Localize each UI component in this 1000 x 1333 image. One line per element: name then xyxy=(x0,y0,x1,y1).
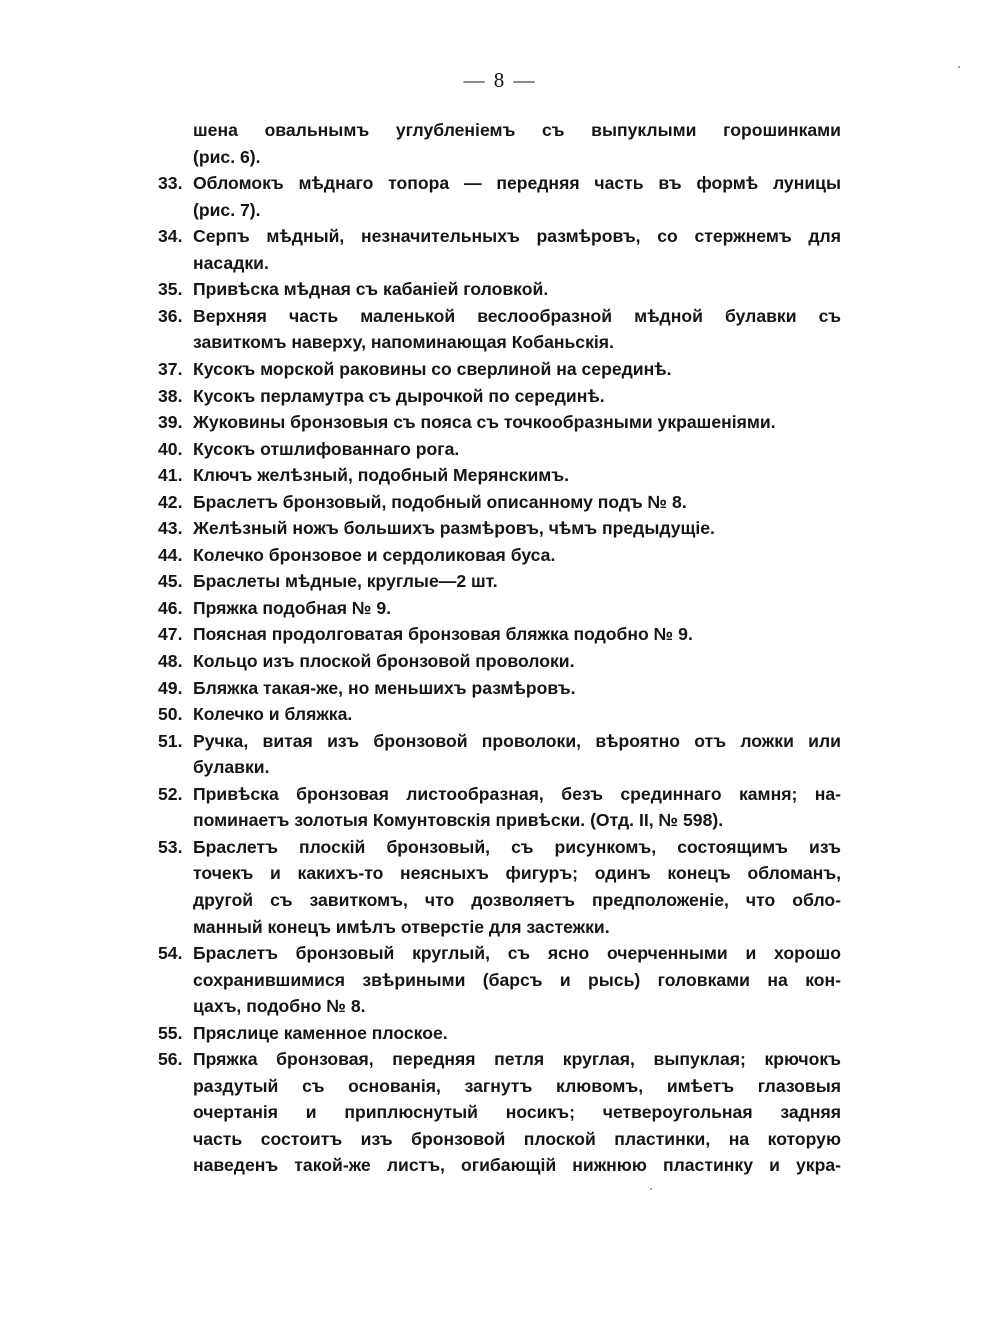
item-number: 43. xyxy=(158,518,183,539)
text-line: точекъ и какихъ-то неясныхъ фигуръ; одинъ конецъ обломанъ, xyxy=(193,863,841,884)
item-number: 53. xyxy=(158,836,183,857)
text-line: Бляжка такая-же, но меньшихъ размѣровъ. xyxy=(193,677,576,698)
text-line: шена овальнымъ углубленіемъ съ выпуклыми горошинками xyxy=(193,120,841,140)
item-number: 51. xyxy=(158,730,183,751)
text-line: Привѣска мѣдная съ кабаніей головкой. xyxy=(193,279,549,300)
text-line: очертанія и приплюснутый носикъ; четвероугольная задняя xyxy=(193,1102,841,1123)
text-line: насадки. xyxy=(193,252,269,273)
text-line: часть состоитъ изъ бронзовой плоской пластинки, на которую xyxy=(193,1128,841,1149)
text-line: раздутый съ основанія, загнутъ клювомъ, имѣетъ глазовыя xyxy=(193,1075,841,1096)
text-line: сохранившимися звѣриными (барсъ и рысь) головками на кон- xyxy=(193,969,841,990)
item-number: 48. xyxy=(158,651,183,671)
item-number: 44. xyxy=(158,544,183,565)
text-line: булавки. xyxy=(193,757,270,778)
scan-speck xyxy=(958,66,960,68)
text-line: Верхняя часть маленькой веслообразной мѣдной булавки съ xyxy=(193,305,841,326)
item-number: 33. xyxy=(158,173,183,194)
text-line: Кусокъ морской раковины со сверлиной на серединѣ. xyxy=(193,358,672,379)
text-line: Колечко и бляжка. xyxy=(193,704,353,725)
text-line: манный конецъ имѣлъ отверстіе для застежки. xyxy=(193,916,610,937)
text-line: Ключъ желѣзный, подобный Мерянскимъ. xyxy=(193,465,570,486)
item-number: 47. xyxy=(158,624,183,645)
text-line: Ручка, витая изъ бронзовой проволоки, вѣроятно отъ ложки или xyxy=(193,730,841,751)
item-number: 35. xyxy=(158,279,183,300)
item-number: 38. xyxy=(158,385,183,406)
text-line: Поясная продолговатая бронзовая бляжка подобно № 9. xyxy=(193,624,693,645)
text-line: Привѣска бронзовая листообразная, безъ срединнаго камня; на- xyxy=(193,783,841,804)
text-line: Кольцо изъ плоской бронзовой проволоки. xyxy=(193,651,575,671)
item-number: 54. xyxy=(158,943,183,964)
text-line: Жуковины бронзовыя съ пояса съ точкообразными украшеніями. xyxy=(193,412,776,433)
page-number: — 8 — xyxy=(463,68,537,92)
text-line: цахъ, подобно № 8. xyxy=(193,996,366,1017)
item-number: 45. xyxy=(158,571,183,592)
item-number: 46. xyxy=(158,597,183,618)
item-number: 39. xyxy=(158,412,183,433)
item-number: 37. xyxy=(158,358,183,379)
text-line: завиткомъ наверху, напоминающая Кобаньскія. xyxy=(193,332,614,353)
text-line: Обломокъ мѣднаго топора — передняя часть въ формѣ луницы xyxy=(193,173,841,194)
text-line: другой съ завиткомъ, что дозволяетъ предположеніе, что обло- xyxy=(193,889,841,910)
text-line: Кусокъ перламутра съ дырочкой по серединѣ. xyxy=(193,385,605,406)
item-number: 41. xyxy=(158,465,183,486)
item-number: 56. xyxy=(158,1049,183,1070)
item-number: 50. xyxy=(158,704,183,725)
text-line: Пряжка бронзовая, передняя петля круглая, выпуклая; крючокъ xyxy=(193,1049,841,1070)
text-line: Пряжка подобная № 9. xyxy=(193,597,392,618)
text-line: (рис. 7). xyxy=(193,199,261,220)
item-number: 40. xyxy=(158,438,183,459)
scan-speck xyxy=(650,1188,652,1190)
text-line: Колечко бронзовое и сердоликовая буса. xyxy=(193,544,556,565)
text-line: поминаетъ золотыя Комунтовскія привѣски. (Отд. II, № 598). xyxy=(193,810,724,831)
text-line: Серпъ мѣдный, незначительныхъ размѣровъ, со стержнемъ для xyxy=(193,226,841,247)
text-line: Желѣзный ножъ большихъ размѣровъ, чѣмъ предыдущіе. xyxy=(193,518,715,539)
item-number: 52. xyxy=(158,783,183,804)
text-line: (рис. 6). xyxy=(193,146,261,167)
item-number: 42. xyxy=(158,491,183,512)
item-number: 49. xyxy=(158,677,183,698)
text-line: Браслетъ бронзовый, подобный описанному подъ № 8. xyxy=(193,491,687,512)
item-number: 36. xyxy=(158,305,183,326)
item-number: 55. xyxy=(158,1022,183,1043)
text-line: Пряслице каменное плоское. xyxy=(193,1022,448,1043)
text-line: Браслетъ бронзовый круглый, съ ясно очерченными и хорошо xyxy=(193,943,841,964)
text-line: Браслетъ плоскій бронзовый, съ рисункомъ, состоящимъ изъ xyxy=(193,836,841,857)
text-line: наведенъ такой-же листъ, огибающій нижнюю пластинку и укра- xyxy=(193,1155,841,1176)
item-number: 34. xyxy=(158,226,183,247)
text-line: Браслеты мѣдные, круглые—2 шт. xyxy=(193,571,498,592)
text-line: Кусокъ отшлифованнаго рога. xyxy=(193,438,460,459)
